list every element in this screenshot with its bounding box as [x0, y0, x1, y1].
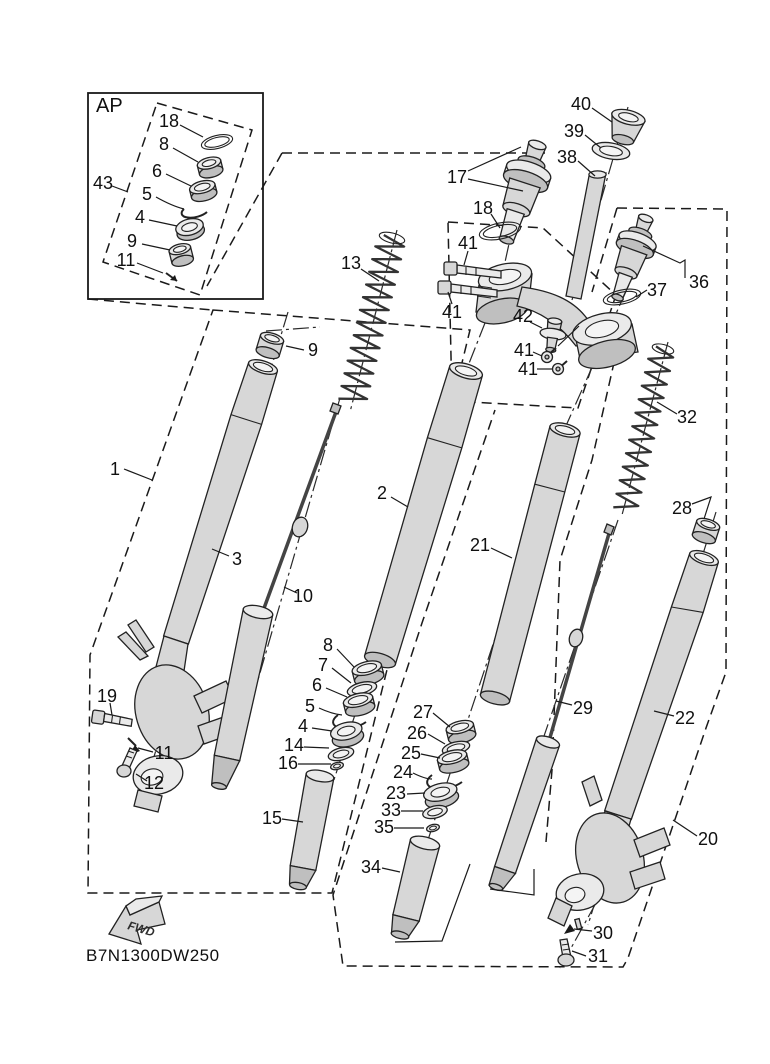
callout-9: 9: [126, 231, 138, 251]
seal-stack-left: [327, 658, 385, 771]
inner-divider-dashed: [546, 345, 618, 842]
clip-16: [330, 761, 344, 771]
washer-33: [421, 803, 448, 821]
callout-36: 36: [688, 272, 710, 292]
bushing-28: [691, 516, 721, 546]
bushing-9-ap: [168, 242, 195, 269]
seal-4-ap: [174, 216, 206, 243]
callout-6: 6: [311, 675, 323, 695]
washer-14: [327, 745, 355, 763]
callout-9: 9: [307, 340, 319, 360]
callout-37: 37: [646, 280, 668, 300]
callout-6: 6: [151, 161, 163, 181]
callout-8: 8: [158, 134, 170, 154]
callout-29: 29: [572, 698, 594, 718]
callout-12: 12: [143, 773, 165, 793]
callout-13: 13: [340, 253, 362, 273]
callout-10: 10: [292, 586, 314, 606]
callout-21: 21: [469, 535, 491, 555]
callout-15: 15: [261, 808, 283, 828]
callout-5: 5: [304, 696, 316, 716]
callout-11: 11: [154, 743, 174, 763]
callout-26: 26: [406, 723, 428, 743]
callout-24: 24: [392, 762, 414, 782]
callout-28: 28: [671, 498, 693, 518]
callout-25: 25: [400, 743, 422, 763]
callout-41: 41: [441, 302, 463, 322]
fwd-arrow-label: FWD: [126, 918, 157, 940]
callout-5: 5: [141, 184, 153, 204]
callout-23: 23: [385, 783, 407, 803]
callout-38: 38: [556, 147, 578, 167]
bolt-41-lower-b: [553, 361, 568, 375]
callout-27: 27: [412, 702, 434, 722]
bolt-31: [558, 939, 574, 966]
outer-tube-22: [605, 548, 720, 820]
fwd-arrow: [109, 896, 165, 944]
oring-18-ap: [200, 132, 234, 152]
ap-box-label: AP: [96, 95, 123, 117]
callout-20: 20: [697, 829, 719, 849]
callout-41: 41: [457, 233, 479, 253]
callout-3: 3: [231, 549, 243, 569]
clip-35: [426, 823, 440, 833]
callout-14: 14: [283, 735, 305, 755]
fork-spring-32: [613, 342, 674, 507]
callout-22: 22: [674, 708, 696, 728]
ring-6: [342, 690, 376, 719]
snap-ring-5-ap: [182, 209, 207, 218]
callout-41: 41: [513, 340, 535, 360]
callout-40: 40: [570, 94, 592, 114]
bushing-8-ap: [196, 155, 224, 180]
callout-35: 35: [373, 817, 395, 837]
callout-11: 11: [116, 250, 136, 270]
callout-4: 4: [297, 716, 309, 736]
callout-30: 30: [592, 923, 614, 943]
callout-7: 7: [317, 655, 329, 675]
callout-41: 41: [517, 359, 539, 379]
inner-tube-2: [363, 359, 484, 670]
drawing-code: B7N1300DW250: [86, 946, 220, 965]
ring-6-ap: [188, 178, 218, 204]
callout-39: 39: [563, 121, 585, 141]
callout-31: 31: [587, 946, 609, 966]
bushing-9-left: [255, 330, 285, 361]
callout-4: 4: [134, 207, 146, 227]
callout-34: 34: [360, 857, 382, 877]
callout-42: 42: [512, 306, 534, 326]
cylinder-34: [390, 834, 441, 941]
nut-40: [605, 106, 646, 148]
callout-16: 16: [277, 753, 299, 773]
callout-1: 1: [109, 459, 121, 479]
callout-43: 43: [92, 173, 114, 193]
pin-11-ap: [166, 273, 177, 281]
callout-18: 18: [472, 198, 494, 218]
callout-18: 18: [158, 111, 180, 131]
cylinder-15: [289, 768, 335, 891]
bolt-41-upper-a: [444, 262, 501, 278]
inner-tube-21: [479, 420, 582, 708]
ring-25: [436, 747, 470, 776]
callout-8: 8: [322, 635, 334, 655]
callout-19: 19: [96, 686, 118, 706]
callout-33: 33: [380, 800, 402, 820]
connector-ap-to-group1: [88, 299, 213, 310]
callout-17: 17: [446, 167, 468, 187]
callout-32: 32: [676, 407, 698, 427]
callout-2: 2: [376, 483, 388, 503]
